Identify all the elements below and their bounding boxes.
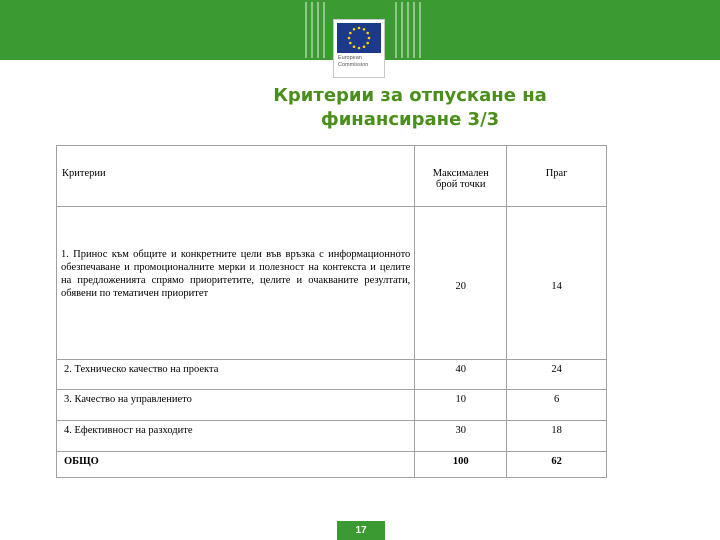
table-header-row xyxy=(57,146,607,207)
criterion-cell: 3. Качество на управлението xyxy=(57,390,415,421)
criteria-table xyxy=(56,145,607,478)
header-threshold: Праг xyxy=(507,146,607,207)
max-points-cell: 40 xyxy=(415,360,507,390)
threshold-cell: 18 xyxy=(507,421,607,452)
max-points-cell: 20 xyxy=(415,207,507,360)
total-max-points: 100 xyxy=(415,452,507,478)
max-points-cell: 30 xyxy=(415,421,507,452)
header-max-points-line-2: брой точки xyxy=(435,179,486,190)
header-max-points-line-1: Максимален xyxy=(432,168,489,179)
table-total-row xyxy=(57,452,607,478)
logo-line-2: Commission xyxy=(338,62,369,68)
page-title xyxy=(210,84,610,132)
table-row xyxy=(57,390,607,421)
table-row xyxy=(57,207,607,360)
max-points-cell: 10 xyxy=(415,390,507,421)
total-threshold: 62 xyxy=(507,452,607,478)
title-line-2: финансиране 3/3 xyxy=(320,109,500,130)
table-row xyxy=(57,360,607,390)
criterion-cell: 1. Принос към общите и конкретните цели във връзка с информационното обезпечаване и промоционалните мерки и полезност на контекста и целите на предложенията спрямо приоритетите, целите и очакваните резултати, обявени по тематичен приоритет xyxy=(57,207,415,360)
criterion-cell: 2. Техническо качество на проекта xyxy=(57,360,415,390)
threshold-cell: 6 xyxy=(507,390,607,421)
logo-text xyxy=(338,55,384,69)
threshold-cell: 14 xyxy=(507,207,607,360)
header-criteria: Критерии xyxy=(57,146,415,207)
header-max-points xyxy=(415,146,507,207)
eu-flag-icon xyxy=(337,23,381,53)
logo-line-1: European xyxy=(338,55,362,61)
criterion-cell: 4. Ефективност на разходите xyxy=(57,421,415,452)
threshold-cell: 24 xyxy=(507,360,607,390)
european-commission-logo xyxy=(333,19,385,78)
title-line-1: Критерии за отпускане на xyxy=(273,85,547,106)
table-row xyxy=(57,421,607,452)
page-number: 17 xyxy=(337,521,385,540)
total-label: ОБЩО xyxy=(57,452,415,478)
